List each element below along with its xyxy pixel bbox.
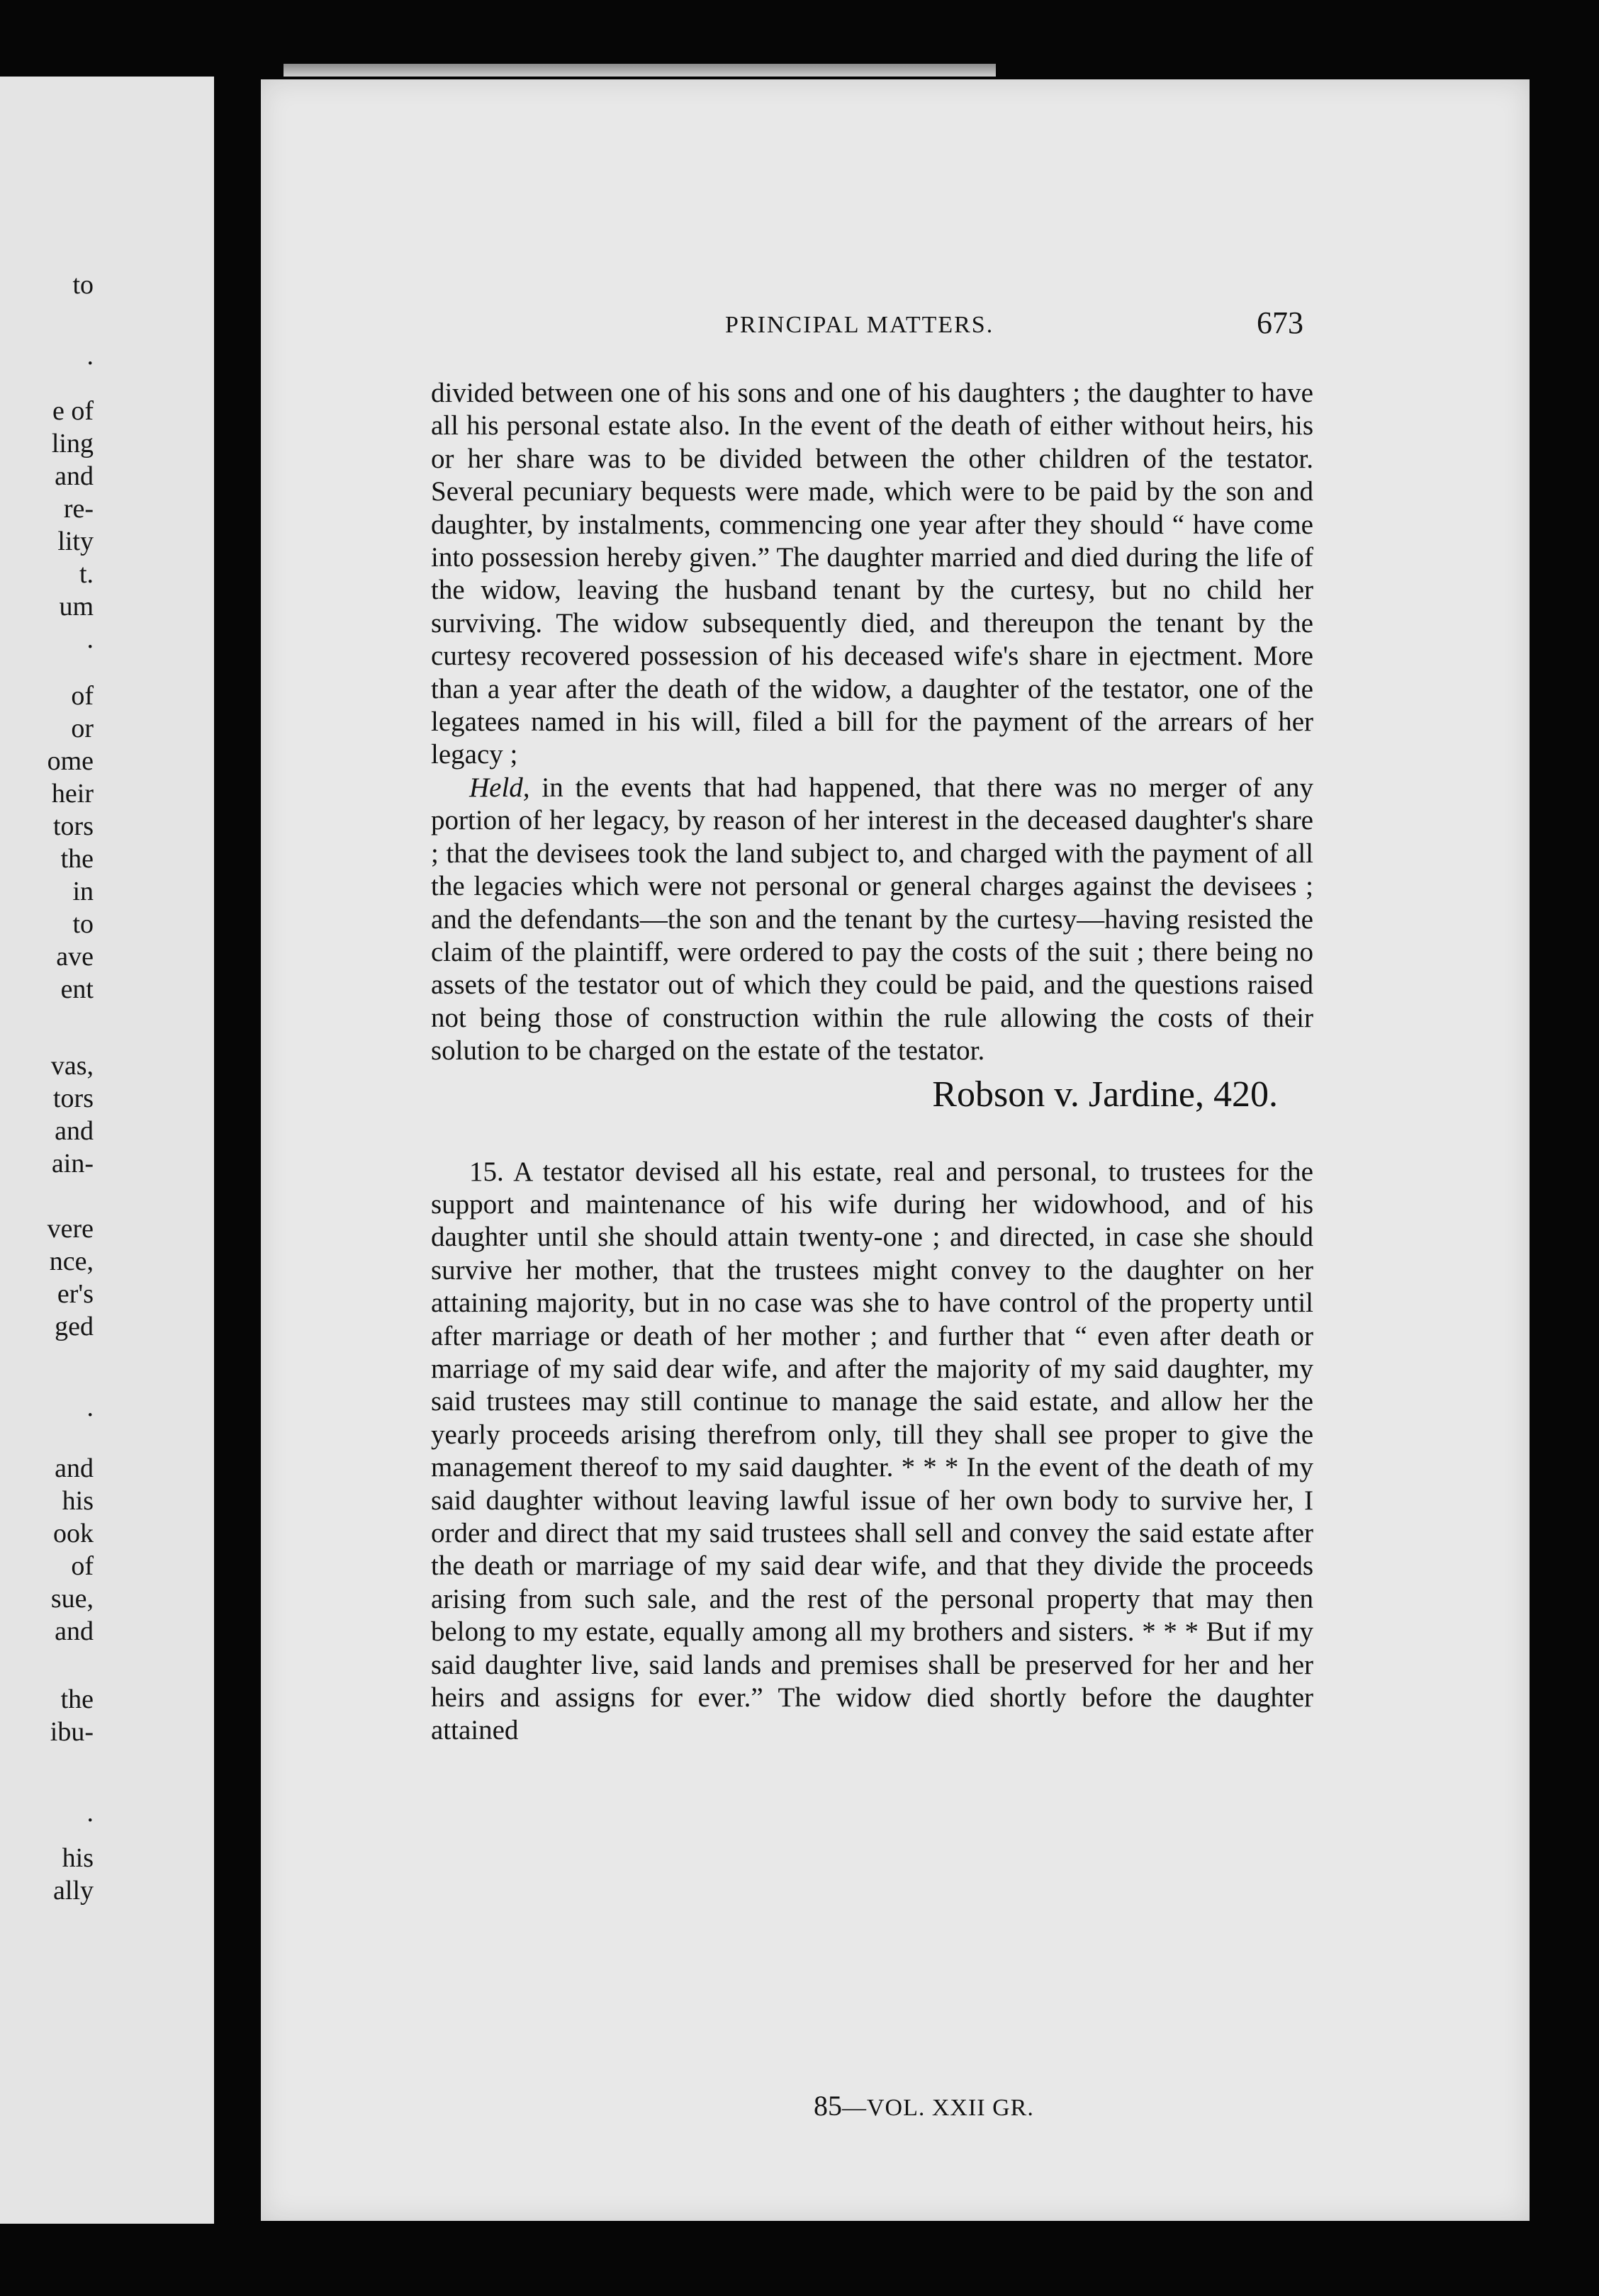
case-citation: Robson v. Jardine, 420. xyxy=(932,1074,1278,1115)
left-page-line: e of xyxy=(52,396,94,426)
left-page-line: . xyxy=(86,341,94,371)
left-page-line: ook xyxy=(53,1519,94,1548)
left-page-line: vere xyxy=(47,1214,94,1244)
left-page-line: er's xyxy=(57,1279,94,1309)
left-page-line: . xyxy=(86,624,94,654)
left-page-line: ibu- xyxy=(50,1717,94,1747)
left-page-line: tors xyxy=(53,1084,94,1113)
page-number: 673 xyxy=(1257,305,1303,340)
left-page-line: tors xyxy=(53,811,94,841)
left-page-line: and xyxy=(55,1616,94,1646)
running-head: PRINCIPAL MATTERS. xyxy=(725,312,994,338)
left-page-line: ave xyxy=(56,942,94,972)
held-label: Held, xyxy=(469,772,530,803)
left-page-line: his xyxy=(62,1486,94,1516)
left-page-line: . xyxy=(86,1798,94,1828)
left-page-line: sue, xyxy=(50,1584,94,1614)
left-page-fragment xyxy=(0,77,214,2224)
left-page-line: ent xyxy=(60,974,94,1004)
left-page-line: and xyxy=(55,1453,94,1483)
left-page-line: the xyxy=(60,844,94,874)
paragraph-headnote-15: 15. A testator devised all his estate, real and personal, to trustees for the support and maintenance of his wife during her widowhood, and of his daughter until she should attain twenty-one ; and directed, in case she should survive her mother, that the trustees might convey to the daughter on her attaining majority, but in no case was she to have control of the property until after marriage or death of her mother ; and further that “ even after death or marriage of my said dear wife, and after the majority of my said daughter, my said trustees may still continue to manage the said estate, and allow her the yearly proceeds arising therefrom only, till they shall see proper to give the management thereof to my said daughter. * * * In the event of the death of my said daughter without leaving lawful issue of her own body to survive her, I order and direct that my said trustees shall sell and convey the said estate after the death or marriage of my said dear wife, and that they divide the proceeds arising from such sale, and the rest of the personal property that may then belong to my estate, equally among all my brothers and sisters. * * * But if my said daughter live, said lands and premises shall be preserved for her and her heirs and assigns for ever.” The widow died shortly before the daughter attained xyxy=(431,1156,1313,1746)
left-page-line: and xyxy=(55,461,94,491)
left-page-line: the xyxy=(60,1684,94,1714)
paragraph-held xyxy=(431,772,1313,1068)
main-page xyxy=(261,79,1530,2221)
left-page-line: ally xyxy=(53,1876,94,1906)
page-stack-edge xyxy=(284,64,996,77)
left-page-line: nce, xyxy=(49,1247,94,1276)
left-page-line: to xyxy=(72,909,94,939)
left-page-line: . xyxy=(86,1392,94,1422)
left-page-line: ged xyxy=(55,1312,94,1341)
left-page-line: and xyxy=(55,1116,94,1146)
paragraph-continued: divided between one of his sons and one of his daughters ; the daughter to have all his personal estate also. In the event of the death of either without heirs, his or her share was to be divided between the other children of the testator. Several pecuniary bequests were made, which were to be paid by the son and daughter, by instalments, commencing one year after they should “ have come into possession hereby given.” The daughter married and died during the life of the widow, leaving the husband tenant by the curtesy, but no child her surviving. The widow subsequently died, and thereupon the tenant by the curtesy recovered possession of his deceased wife's share in ejectment. More than a year after the death of the widow, a daughter of the testator, one of the legatees named in his will, filed a bill for the payment of the arrears of her legacy ; xyxy=(431,378,1313,770)
left-page-line: or xyxy=(71,714,94,743)
left-page-line: heir xyxy=(51,779,94,809)
left-page-line: ome xyxy=(47,746,94,776)
left-page-line: to xyxy=(72,270,94,300)
left-page-line: lity xyxy=(57,527,94,556)
body-text xyxy=(431,377,1313,1748)
left-page-line: of xyxy=(71,681,94,711)
left-page-line: in xyxy=(72,877,94,906)
left-page-line: um xyxy=(59,592,94,621)
signature-number: 85 xyxy=(814,2090,842,2122)
left-page-line: t. xyxy=(79,559,94,589)
left-page-line: ain- xyxy=(51,1149,94,1178)
left-page-line: his xyxy=(62,1843,94,1873)
left-page-line: vas, xyxy=(50,1051,94,1081)
left-page-line: of xyxy=(71,1551,94,1581)
left-page-text xyxy=(0,77,214,2224)
signature-mark xyxy=(814,2089,1034,2122)
signature-volume: —VOL. XXII GR. xyxy=(842,2095,1034,2121)
page-header xyxy=(261,305,1530,347)
held-text: in the events that had happened, that there was no merger of any portion of her legacy, by reason of her interest in the deceased daughter's share ; that the devisees took the land subject to, and charged with the payment of all the legacies which were not personal or general charges against the devisees ; and the defendants—the son and the tenant by the curtesy—having resisted the claim of the plaintiff, were ordered to pay the costs of the suit ; there being no assets of the testator out of which they could be paid, and the questions raised not being those of construction within the rule allowing the costs of their solution to be charged on the estate of the testator. xyxy=(431,772,1313,1067)
left-page-line: re- xyxy=(63,494,94,524)
left-page-line: ling xyxy=(51,429,94,458)
